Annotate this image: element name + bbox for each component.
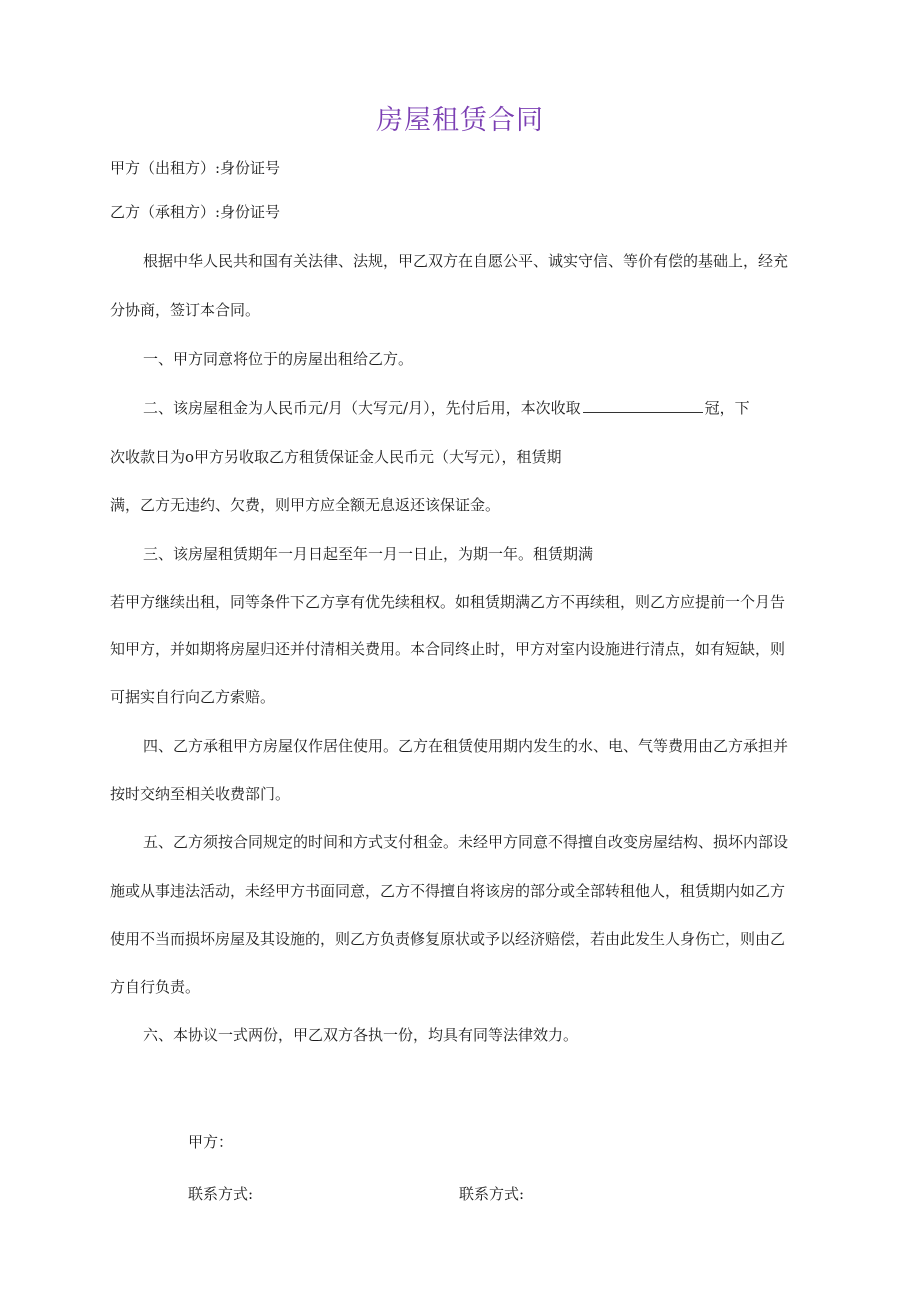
clause-3-line-1: 三、该房屋租赁期年一月日起至年一月一日止，为期一年。租赁期满 bbox=[143, 545, 594, 563]
clause-5-line-4: 方自行负责。 bbox=[110, 978, 201, 996]
preamble-line-1: 根据中华人民共和国有关法律、法规，甲乙双方在自愿公平、诚实守信、等价有偿的基础上，经充 bbox=[143, 252, 789, 270]
clause-2-line-1 bbox=[143, 397, 750, 419]
clause-4-line-2: 按时交纳至相关收费部门。 bbox=[110, 785, 291, 803]
clause-6: 六、本协议一式两份，甲乙双方各执一份，均具有同等法律效力。 bbox=[143, 1026, 579, 1044]
clause-5-line-1: 五、乙方须按合同规定的时间和方式支付租金。未经甲方同意不得擅自改变房屋结构、损坏内部设 bbox=[143, 833, 789, 851]
amount-blank bbox=[583, 398, 703, 413]
clause-2-text-a: 二、该房屋租金为人民币元/月（大写元/月），先付后用，本次收取 bbox=[143, 399, 581, 417]
clause-4-line-1: 四、乙方承租甲方房屋仅作居住使用。乙方在租赁使用期内发生的水、电、气等费用由乙方承担并 bbox=[143, 737, 789, 755]
clause-2-line-2: 次收款日为o甲方另收取乙方租赁保证金人民币元（大写元），租赁期 bbox=[110, 448, 562, 466]
clause-2-text-b: 冠，下 bbox=[704, 399, 750, 417]
party-a-signature-label: 甲方： bbox=[188, 1133, 234, 1151]
preamble-line-2: 分协商，签订本合同。 bbox=[110, 301, 261, 319]
clause-3-line-2: 若甲方继续出租，同等条件下乙方享有优先续租权。如租赁期满乙方不再续租，则乙方应提前一个月告 bbox=[110, 593, 786, 611]
party-b-line: 乙方（承租方）:身份证号 bbox=[110, 203, 281, 221]
clause-5-line-3: 使用不当而损坏房屋及其设施的，则乙方负责修复原状或予以经济赔偿，若由此发生人身伤亡，则由乙 bbox=[110, 930, 786, 948]
party-b-contact-label: 联系方式: bbox=[459, 1185, 525, 1203]
page-title: 房屋租赁合同 bbox=[376, 105, 544, 136]
clause-2-line-3: 满，乙方无违约、欠费，则甲方应全额无息返还该保证金。 bbox=[110, 496, 501, 514]
clause-3-line-4: 可据实自行向乙方索赔。 bbox=[110, 688, 276, 706]
clause-1: 一、甲方同意将位于的房屋出租给乙方。 bbox=[143, 350, 414, 368]
party-a-line: 甲方（出租方）:身份证号 bbox=[110, 159, 281, 177]
party-a-contact-label: 联系方式: bbox=[188, 1185, 254, 1203]
clause-5-line-2: 施或从事违法活动，未经甲方书面同意，乙方不得擅自将该房的部分或全部转租他人，租赁期内如乙方 bbox=[110, 882, 786, 900]
clause-3-line-3: 知甲方，并如期将房屋归还并付清相关费用。本合同终止时，甲方对室内设施进行清点，如有短缺，则 bbox=[110, 640, 786, 658]
